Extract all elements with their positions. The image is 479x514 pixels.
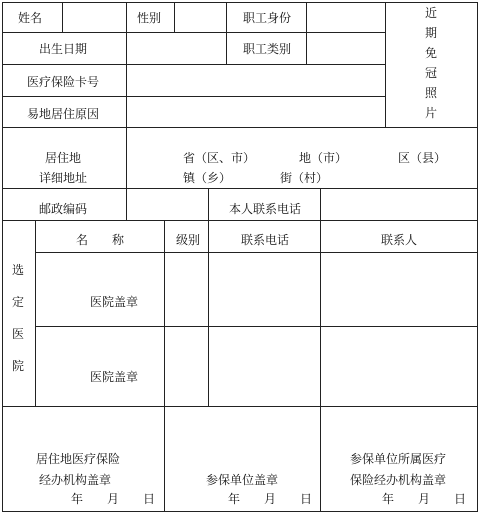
photo-char: 照 <box>424 86 437 100</box>
border-left <box>2 2 3 512</box>
category-field[interactable] <box>307 33 384 64</box>
photo-char: 期 <box>424 26 437 40</box>
postcode-field[interactable] <box>127 189 208 220</box>
footer-right-line-2: 保险经办机构盖章 <box>350 473 447 487</box>
header-level: 级别 <box>176 233 201 247</box>
col-line-id-label <box>226 2 227 65</box>
hospital-2-phone-cell[interactable] <box>209 327 320 406</box>
address-label: 详细地址 <box>39 171 88 185</box>
reason-label: 易地居住原因 <box>27 107 100 121</box>
gender-label: 性别 <box>137 11 162 25</box>
birth-label: 出生日期 <box>39 42 88 56</box>
hospital-2-contact-cell[interactable] <box>321 327 477 406</box>
card-label: 医疗保险卡号 <box>27 75 100 89</box>
side-char: 定 <box>11 295 24 309</box>
phone-label: 本人联系电话 <box>229 202 302 216</box>
hospital-1-name-cell[interactable] <box>36 253 164 326</box>
photo-char: 冠 <box>424 66 437 80</box>
col-line-footer-2 <box>320 406 321 512</box>
border-bottom <box>2 511 478 512</box>
county-text: 区（县） <box>398 151 447 165</box>
hospital-2-seal: 医院盖章 <box>90 370 139 384</box>
border-right <box>477 2 478 512</box>
category-label: 职工类别 <box>243 42 292 56</box>
town-text: 镇（乡） <box>183 171 232 185</box>
hospital-1-contact-cell[interactable] <box>321 253 477 326</box>
footer-right-date: 年 月 日 <box>382 492 467 506</box>
col-line-phone-label <box>208 188 209 221</box>
province-text: 省（区、市） <box>183 151 256 165</box>
footer-right-line-1: 参保单位所属医疗 <box>350 452 447 466</box>
photo-char: 免 <box>424 46 437 60</box>
name-label: 姓名 <box>18 11 43 25</box>
gender-field[interactable] <box>175 3 225 32</box>
hospital-2-level-cell[interactable] <box>165 327 208 406</box>
hospital-1-seal: 医院盖章 <box>90 295 139 309</box>
phone-field[interactable] <box>321 189 477 220</box>
side-char: 选 <box>11 263 24 277</box>
photo-caption <box>424 6 438 126</box>
footer-left-line-2: 经办机构盖章 <box>39 473 112 487</box>
birth-date-field[interactable] <box>127 33 225 64</box>
header-phone: 联系电话 <box>241 233 290 247</box>
photo-char: 片 <box>424 106 437 120</box>
hospital-1-phone-cell[interactable] <box>209 253 320 326</box>
hospital-2-name-cell[interactable] <box>36 327 164 406</box>
row-line-9 <box>2 406 478 407</box>
footer-mid-line: 参保单位盖章 <box>206 473 279 487</box>
hospital-side-label <box>11 263 25 391</box>
footer-left-date: 年 月 日 <box>71 492 156 506</box>
footer-left-line-1: 居住地医疗保险 <box>36 452 121 466</box>
header-contact: 联系人 <box>381 233 418 247</box>
postcode-label: 邮政编码 <box>39 202 88 216</box>
photo-char: 近 <box>424 6 437 20</box>
card-number-field[interactable] <box>127 65 384 96</box>
name-field[interactable] <box>63 3 125 32</box>
id-label: 职工身份 <box>243 11 292 25</box>
side-char: 院 <box>11 359 24 373</box>
street-text: 街（村） <box>280 171 329 185</box>
row-line-6 <box>2 220 478 221</box>
footer-mid-date: 年 月 日 <box>228 492 313 506</box>
col-line-footer-1 <box>164 406 165 512</box>
id-field[interactable] <box>307 3 384 32</box>
header-hospital-name: 名 称 <box>76 233 125 247</box>
residence-label: 居住地 <box>45 151 82 165</box>
side-char: 医 <box>11 327 24 341</box>
city-text: 地（市） <box>299 151 348 165</box>
reason-field[interactable] <box>127 97 384 127</box>
hospital-1-level-cell[interactable] <box>165 253 208 326</box>
